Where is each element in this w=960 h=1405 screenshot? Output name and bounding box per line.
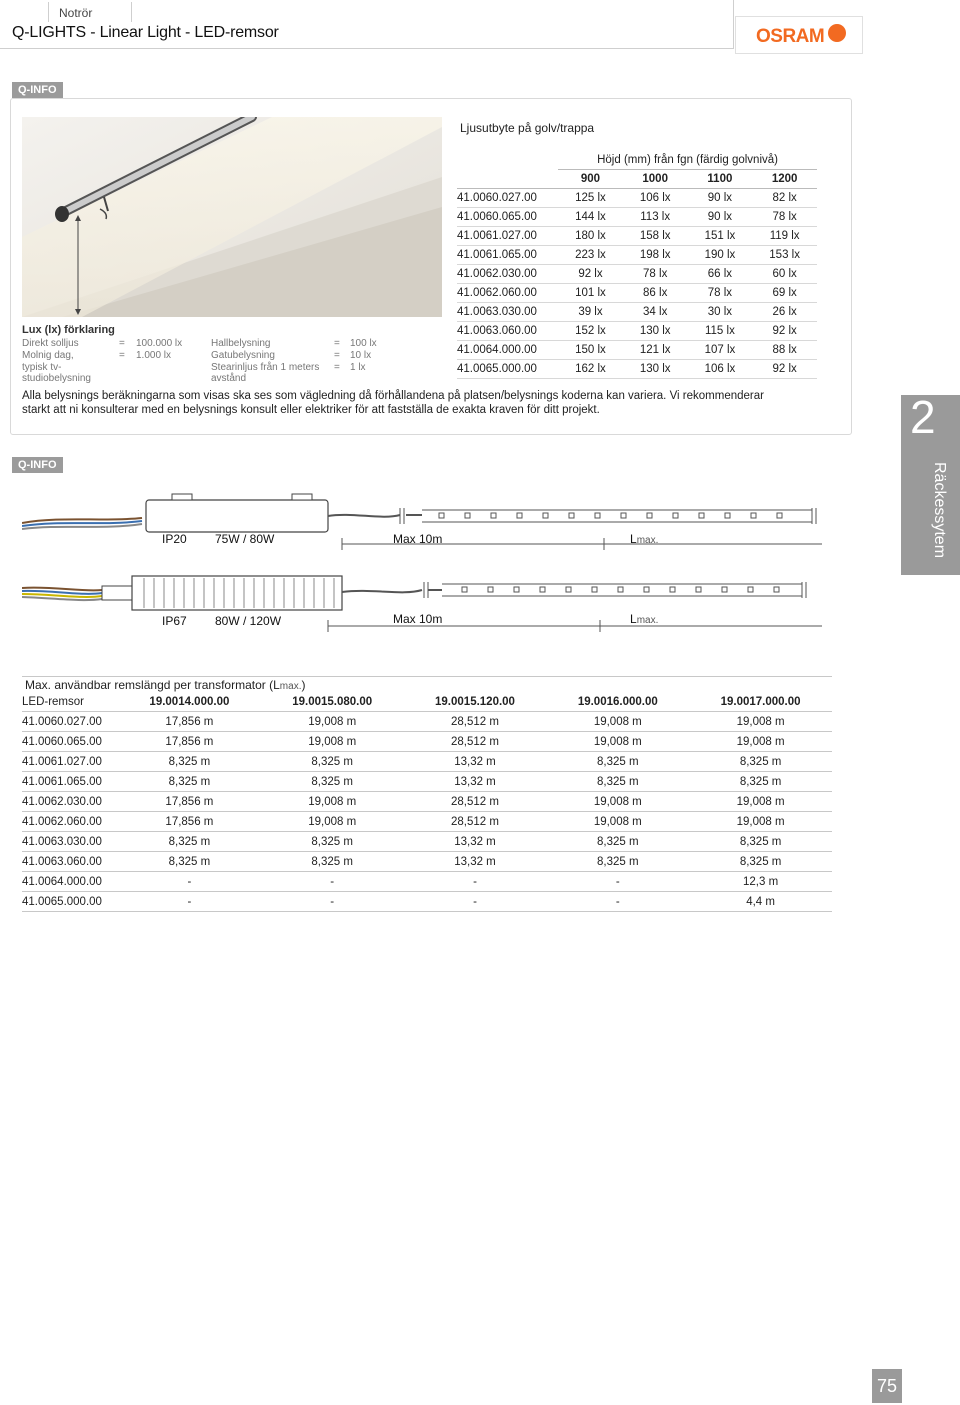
max-value-cell: 13,32 m [404, 772, 547, 792]
max-title-end: ) [301, 678, 306, 692]
max-row-code: 41.0063.030.00 [22, 832, 118, 852]
lux-legend-title: Lux (lx) förklaring [22, 324, 115, 336]
category-tab [48, 2, 132, 22]
ip67-power: 80W / 120W [215, 614, 282, 628]
max-value-cell: 12,3 m [689, 872, 832, 892]
lux-value: 1.000 lx [136, 350, 172, 361]
lux-table-row [457, 227, 817, 246]
ip67-label: IP67 [162, 614, 187, 628]
ip20-power: 75W / 80W [215, 532, 275, 546]
max-value-cell: 8,325 m [689, 832, 832, 852]
lux-value-cell: 107 lx [688, 341, 753, 360]
lux-row-code: 41.0062.030.00 [457, 265, 558, 284]
lux-table-row [457, 322, 817, 341]
lux-header-blank [457, 170, 558, 189]
osram-logo: OSRAM [756, 26, 825, 47]
max-table-row [22, 832, 832, 852]
lux-legend-row [22, 350, 382, 362]
lux-value-cell: 106 lx [688, 360, 753, 379]
lux-value-cell: 130 lx [623, 360, 688, 379]
lux-height-caption: Höjd (mm) från fgn (färdig golvnivå) [558, 151, 817, 170]
ip20-label: IP20 [162, 532, 187, 546]
max-value-cell: 17,856 m [118, 812, 261, 832]
lux-value-cell: 113 lx [623, 208, 688, 227]
lux-value-cell: 115 lx [688, 322, 753, 341]
lux-value-cell: 66 lx [688, 265, 753, 284]
max-value-cell: 8,325 m [546, 832, 689, 852]
max-row-code: 41.0062.030.00 [22, 792, 118, 812]
max-value-cell: 28,512 m [404, 812, 547, 832]
lux-value: 1 lx [350, 362, 366, 373]
qinfo-tag-2: Q-INFO [12, 457, 63, 473]
max-header-first: LED-remsor [22, 692, 118, 712]
lux-value-cell: 34 lx [623, 303, 688, 322]
lux-row-code: 41.0063.060.00 [457, 322, 558, 341]
lux-caption-blank [457, 151, 558, 170]
lux-value-cell: 92 lx [558, 265, 623, 284]
disclaimer-note: Alla belysnings beräkningarna som visas ska ses som vägledning då förhållandena på platsen/belysnings koderna kan variera. Vi rekommenderar starkt att ni konsulterar med en belysnings konsult eller elektriker för att fastställa de exakta kraven för ditt projekt. [22, 390, 764, 416]
lux-item: Stearinljus från 1 meters avstånd [211, 362, 320, 384]
lux-item: typisk tv-studiobelysning [22, 362, 91, 384]
lux-value-cell: 150 lx [558, 341, 623, 360]
lux-height: 1200 [752, 170, 817, 189]
max-value-cell: 19,008 m [689, 792, 832, 812]
max-value-cell: 19,008 m [261, 792, 404, 812]
max-value-cell: 19,008 m [689, 812, 832, 832]
max-value-cell: 13,32 m [404, 752, 547, 772]
lux-value-cell: 78 lx [623, 265, 688, 284]
lux-value-cell: 92 lx [752, 360, 817, 379]
lmax-sub: max. [636, 615, 659, 626]
max-col-header: 19.0015.120.00 [404, 692, 547, 712]
lux-row-code: 41.0060.027.00 [457, 189, 558, 208]
max-table-row [22, 792, 832, 812]
lux-table-row [457, 246, 817, 265]
lux-value-cell: 92 lx [752, 322, 817, 341]
lux-value-cell: 60 lx [752, 265, 817, 284]
max-value-cell: 8,325 m [261, 772, 404, 792]
max-length-table [22, 692, 832, 912]
max-value-cell: 8,325 m [261, 852, 404, 872]
lux-table-row [457, 208, 817, 227]
lmax-letter: L [630, 532, 637, 546]
max-value-cell: 8,325 m [546, 852, 689, 872]
max-col-header: 19.0014.000.00 [118, 692, 261, 712]
lux-eq: = [334, 362, 340, 373]
max-value-cell: 19,008 m [546, 732, 689, 752]
lux-value-cell: 144 lx [558, 208, 623, 227]
max-value-cell: 8,325 m [546, 772, 689, 792]
max-table-row [22, 872, 832, 892]
lux-value-cell: 223 lx [558, 246, 623, 265]
max-value-cell: 19,008 m [546, 792, 689, 812]
lux-table-row [457, 360, 817, 379]
lux-eq: = [334, 350, 340, 361]
lux-value-cell: 152 lx [558, 322, 623, 341]
lux-table-row [457, 284, 817, 303]
lux-eq [119, 362, 136, 374]
max-row-code: 41.0061.065.00 [22, 772, 118, 792]
max-value-cell: 17,856 m [118, 792, 261, 812]
lux-value: 100.000 lx [136, 338, 183, 349]
max-value-cell: 19,008 m [546, 812, 689, 832]
lux-value [136, 362, 211, 374]
max-table-rule [22, 676, 832, 677]
lux-table [457, 151, 817, 379]
max-value-cell: 17,856 m [118, 712, 261, 732]
lux-height: 1100 [688, 170, 753, 189]
chapter-label: Räckessytem [931, 462, 948, 559]
max-value-cell: 28,512 m [404, 712, 547, 732]
lux-table-row [457, 341, 817, 360]
max-row-code: 41.0063.060.00 [22, 852, 118, 872]
max-value-cell: 8,325 m [689, 772, 832, 792]
max-value-cell: - [118, 872, 261, 892]
max-value-cell: 13,32 m [404, 832, 547, 852]
lux-item: Direkt solljus [22, 338, 79, 349]
max-value-cell: 19,008 m [261, 712, 404, 732]
qinfo-tag-1: Q-INFO [12, 82, 63, 98]
lux-legend-row [22, 362, 382, 384]
lux-item: Hallbelysning [211, 338, 271, 349]
ip67-wiring-diagram [22, 566, 822, 638]
max-value-cell: 8,325 m [118, 852, 261, 872]
max-value-cell: 19,008 m [261, 732, 404, 752]
lux-value-cell: 180 lx [558, 227, 623, 246]
stair-rail-illustration [22, 117, 442, 317]
max-value-cell: 8,325 m [118, 832, 261, 852]
lux-value-cell: 30 lx [688, 303, 753, 322]
lmax-letter: L [630, 612, 637, 626]
chapter-number: 2 [910, 391, 936, 443]
lux-eq: = [119, 350, 125, 361]
lux-header-row [457, 170, 817, 189]
max-value-cell: 8,325 m [261, 832, 404, 852]
max-col-header: 19.0017.000.00 [689, 692, 832, 712]
lux-value-cell: 88 lx [752, 341, 817, 360]
max-row-code: 41.0064.000.00 [22, 872, 118, 892]
lux-value-cell: 78 lx [752, 208, 817, 227]
max-value-cell: 13,32 m [404, 852, 547, 872]
max-value-cell: 19,008 m [546, 712, 689, 732]
max-value-cell: - [404, 892, 547, 912]
max-col-header: 19.0015.080.00 [261, 692, 404, 712]
lux-value-cell: 39 lx [558, 303, 623, 322]
max-table-row [22, 852, 832, 872]
max-table-row [22, 732, 832, 752]
lux-caption-row [457, 151, 817, 170]
lux-value-cell: 125 lx [558, 189, 623, 208]
max-value-cell: 28,512 m [404, 732, 547, 752]
lux-value-cell: 90 lx [688, 189, 753, 208]
lux-eq: = [119, 338, 125, 349]
max-row-code: 41.0062.060.00 [22, 812, 118, 832]
max-value-cell: 28,512 m [404, 792, 547, 812]
max-value-cell: - [261, 872, 404, 892]
max-value-cell: - [404, 872, 547, 892]
lux-value-cell: 106 lx [623, 189, 688, 208]
lux-row-code: 41.0060.065.00 [457, 208, 558, 227]
max-title-sub: max. [279, 681, 302, 692]
page-title: Q-LIGHTS - Linear Light - LED-remsor [12, 24, 279, 41]
lux-table-row [457, 265, 817, 284]
lux-value-cell: 121 lx [623, 341, 688, 360]
max-value-cell: 8,325 m [546, 752, 689, 772]
lux-height: 1000 [623, 170, 688, 189]
lux-value-cell: 101 lx [558, 284, 623, 303]
lux-value-cell: 151 lx [688, 227, 753, 246]
max-value-cell: 8,325 m [261, 752, 404, 772]
ip67-max: Max 10m [393, 612, 443, 626]
lux-value-cell: 162 lx [558, 360, 623, 379]
max-row-code: 41.0060.027.00 [22, 712, 118, 732]
max-value-cell: - [118, 892, 261, 912]
lux-value-cell: 90 lx [688, 208, 753, 227]
lux-value-cell: 78 lx [688, 284, 753, 303]
max-table-row [22, 812, 832, 832]
lux-value-cell: 190 lx [688, 246, 753, 265]
lux-value-cell: 86 lx [623, 284, 688, 303]
lux-value-cell: 26 lx [752, 303, 817, 322]
ip67-lmax [630, 612, 658, 626]
lux-height: 900 [558, 170, 623, 189]
lux-value-cell: 119 lx [752, 227, 817, 246]
max-value-cell: 8,325 m [689, 852, 832, 872]
max-table-title [25, 678, 305, 692]
page-number: 75 [872, 1369, 902, 1403]
lux-value-cell: 153 lx [752, 246, 817, 265]
max-value-cell: 19,008 m [689, 732, 832, 752]
max-value-cell: 19,008 m [689, 712, 832, 732]
max-col-header: 19.0016.000.00 [546, 692, 689, 712]
max-value-cell: - [546, 892, 689, 912]
max-table-row [22, 712, 832, 732]
osram-logo-mark [828, 24, 846, 42]
lux-eq: = [334, 338, 340, 349]
lux-item: Molnig dag, [22, 350, 74, 361]
max-value-cell: 8,325 m [118, 772, 261, 792]
lux-value-cell: 82 lx [752, 189, 817, 208]
lux-row-code: 41.0061.065.00 [457, 246, 558, 265]
lux-table-row [457, 303, 817, 322]
max-table-row [22, 772, 832, 792]
max-row-code: 41.0061.027.00 [22, 752, 118, 772]
ip20-max: Max 10m [393, 532, 443, 546]
lux-table-title: Ljusutbyte på golv/trappa [460, 121, 595, 135]
max-row-code: 41.0065.000.00 [22, 892, 118, 912]
lux-legend [22, 338, 382, 384]
lux-value-cell: 158 lx [623, 227, 688, 246]
lux-row-code: 41.0063.030.00 [457, 303, 558, 322]
lux-row-code: 41.0062.060.00 [457, 284, 558, 303]
lux-row-code: 41.0064.000.00 [457, 341, 558, 360]
max-header-row [22, 692, 832, 712]
max-value-cell: 4,4 m [689, 892, 832, 912]
max-value-cell: - [546, 872, 689, 892]
lux-value-cell: 69 lx [752, 284, 817, 303]
lux-value-cell: 198 lx [623, 246, 688, 265]
max-row-code: 41.0060.065.00 [22, 732, 118, 752]
max-value-cell: 17,856 m [118, 732, 261, 752]
lmax-sub: max. [636, 535, 659, 546]
lux-legend-row [22, 338, 382, 350]
max-title-text: Max. användbar remslängd per transformator (L [25, 678, 280, 692]
lux-row-code: 41.0061.027.00 [457, 227, 558, 246]
max-value-cell: 8,325 m [118, 752, 261, 772]
lux-value: 10 lx [350, 350, 372, 361]
category-label: Notrör [59, 6, 93, 20]
max-table-row [22, 752, 832, 772]
lux-value: 100 lx [350, 338, 377, 349]
lux-row-code: 41.0065.000.00 [457, 360, 558, 379]
max-value-cell: - [261, 892, 404, 912]
ip20-wiring-diagram [22, 488, 822, 558]
ip20-lmax [630, 532, 658, 546]
max-value-cell: 19,008 m [261, 812, 404, 832]
max-value-cell: 8,325 m [689, 752, 832, 772]
lux-table-row [457, 189, 817, 208]
max-table-row [22, 892, 832, 912]
lux-value-cell: 130 lx [623, 322, 688, 341]
lux-item: Gatubelysning [211, 350, 275, 361]
